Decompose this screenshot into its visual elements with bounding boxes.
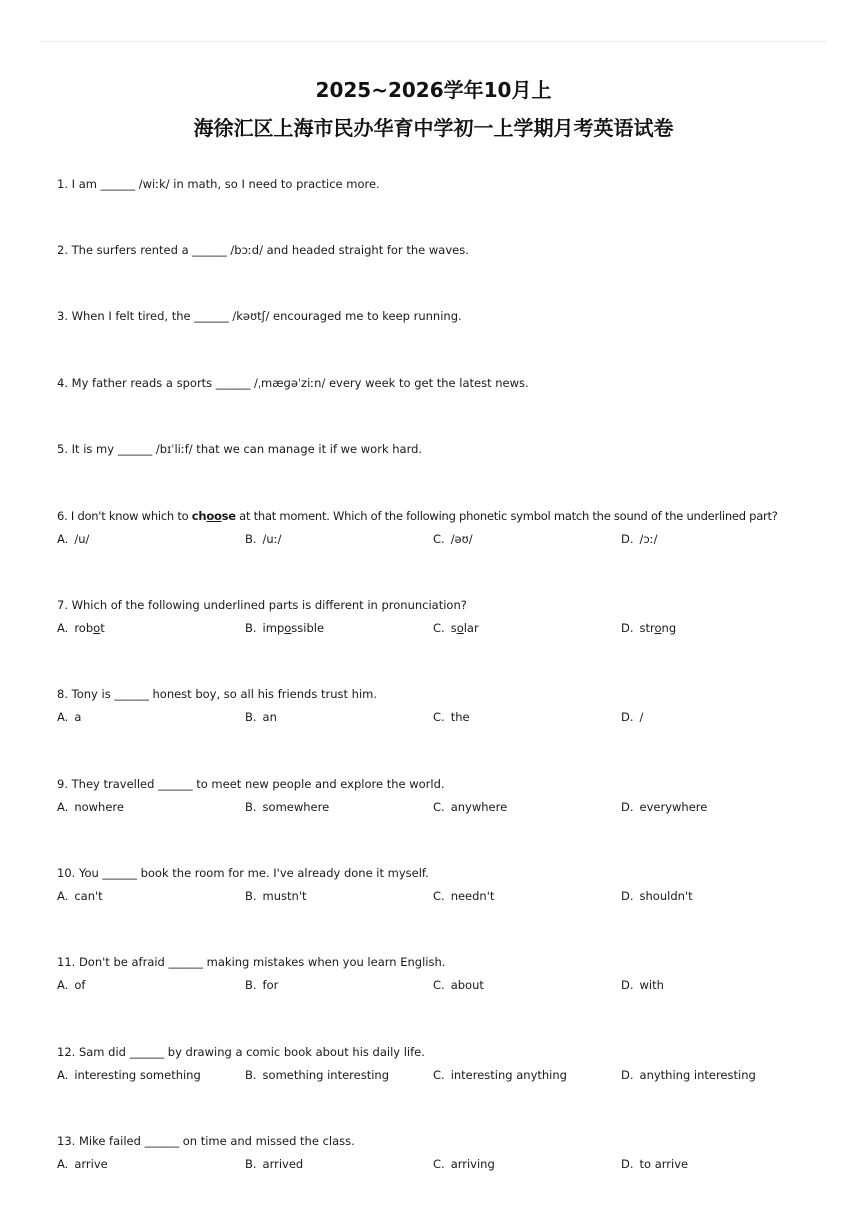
question-stem: 7. Which of the following underlined parts is different in pronunciation? — [57, 598, 467, 612]
page-title-line-1: 2025~2026学年10月上 — [315, 78, 552, 102]
option-c[interactable]: C. about — [433, 978, 484, 992]
options-row — [57, 978, 827, 992]
underlined-part: o — [456, 621, 464, 635]
option-a[interactable]: A. nowhere — [57, 800, 124, 814]
option-d[interactable]: D. / — [621, 710, 644, 724]
top-divider — [40, 41, 827, 42]
question-13 — [57, 1134, 827, 1171]
question-stem: 3. When I felt tired, the ______ /kəʊtʃ/ encouraged me to keep running. — [57, 309, 462, 323]
option-a[interactable]: A. arrive — [57, 1157, 108, 1171]
question-9 — [57, 777, 827, 814]
question-stem: 1. I am ______ /wiːk/ in math, so I need to practice more. — [57, 177, 380, 191]
question-5 — [57, 442, 827, 456]
question-stem: 9. They travelled ______ to meet new people and explore the world. — [57, 777, 445, 791]
question-stem: 2. The surfers rented a ______ /bɔːd/ and headed straight for the waves. — [57, 243, 469, 257]
question-10 — [57, 866, 827, 903]
option-c[interactable]: C. /əʊ/ — [433, 532, 473, 546]
option-d[interactable]: D. shouldn't — [621, 889, 693, 903]
option-d[interactable]: D. anything interesting — [621, 1068, 756, 1082]
option-c[interactable]: C. solar — [433, 621, 479, 635]
question-stem: 11. Don't be afraid ______ making mistakes when you learn English. — [57, 955, 446, 969]
options-row — [57, 621, 827, 635]
option-c[interactable]: C. needn't — [433, 889, 495, 903]
options-row — [57, 889, 827, 903]
option-a[interactable]: A. robot — [57, 621, 105, 635]
question-1 — [57, 177, 827, 191]
options-row — [57, 532, 827, 546]
option-a[interactable]: A. can't — [57, 889, 103, 903]
question-3 — [57, 309, 827, 323]
question-stem: 8. Tony is ______ honest boy, so all his friends trust him. — [57, 687, 378, 701]
option-a[interactable]: A. a — [57, 710, 82, 724]
option-d[interactable]: D. strong — [621, 621, 677, 635]
underlined-part: o — [284, 621, 292, 635]
option-c[interactable]: C. interesting anything — [433, 1068, 567, 1082]
question-stem: 12. Sam did ______ by drawing a comic book about his daily life. — [57, 1045, 425, 1059]
question-stem: 10. You ______ book the room for me. I've already done it myself. — [57, 866, 429, 880]
option-a[interactable]: A. interesting something — [57, 1068, 201, 1082]
option-b[interactable]: B. mustn't — [245, 889, 307, 903]
option-d[interactable]: D. with — [621, 978, 664, 992]
question-2 — [57, 243, 827, 257]
question-8 — [57, 687, 827, 724]
underlined-part: o — [93, 621, 101, 635]
question-4 — [57, 376, 827, 390]
option-d[interactable]: D. everywhere — [621, 800, 708, 814]
bold-word: choose — [191, 509, 236, 523]
question-11 — [57, 955, 827, 992]
options-row — [57, 1068, 827, 1082]
option-a[interactable]: A. of — [57, 978, 86, 992]
page-title-line-2: 海徐汇区上海市民办华育中学初一上学期月考英语试卷 — [193, 116, 674, 140]
option-a[interactable]: A. /u/ — [57, 532, 90, 546]
options-row — [57, 800, 827, 814]
underlined-part: o — [654, 621, 662, 635]
option-b[interactable]: B. /uː/ — [245, 532, 282, 546]
question-stem: 6. I don't know which to choose at that moment. Which of the following phonetic symbol match the sound of the underlined part? — [57, 509, 778, 523]
question-stem: 4. My father reads a sports ______ /ˌmæɡəˈziːn/ every week to get the latest news. — [57, 376, 529, 390]
question-6 — [57, 509, 827, 546]
option-b[interactable]: B. for — [245, 978, 279, 992]
options-row — [57, 710, 827, 724]
option-b[interactable]: B. something interesting — [245, 1068, 389, 1082]
option-b[interactable]: B. arrived — [245, 1157, 304, 1171]
option-d[interactable]: D. /ɔː/ — [621, 532, 658, 546]
option-c[interactable]: C. arriving — [433, 1157, 495, 1171]
question-stem: 5. It is my ______ /bɪˈliːf/ that we can manage it if we work hard. — [57, 442, 423, 456]
option-d[interactable]: D. to arrive — [621, 1157, 689, 1171]
options-row — [57, 1157, 827, 1171]
option-b[interactable]: B. impossible — [245, 621, 325, 635]
question-12 — [57, 1045, 827, 1082]
underlined-part: oo — [206, 509, 222, 523]
option-c[interactable]: C. anywhere — [433, 800, 508, 814]
option-b[interactable]: B. an — [245, 710, 277, 724]
question-7 — [57, 598, 827, 635]
option-b[interactable]: B. somewhere — [245, 800, 330, 814]
question-stem: 13. Mike failed ______ on time and missed the class. — [57, 1134, 355, 1148]
option-c[interactable]: C. the — [433, 710, 470, 724]
